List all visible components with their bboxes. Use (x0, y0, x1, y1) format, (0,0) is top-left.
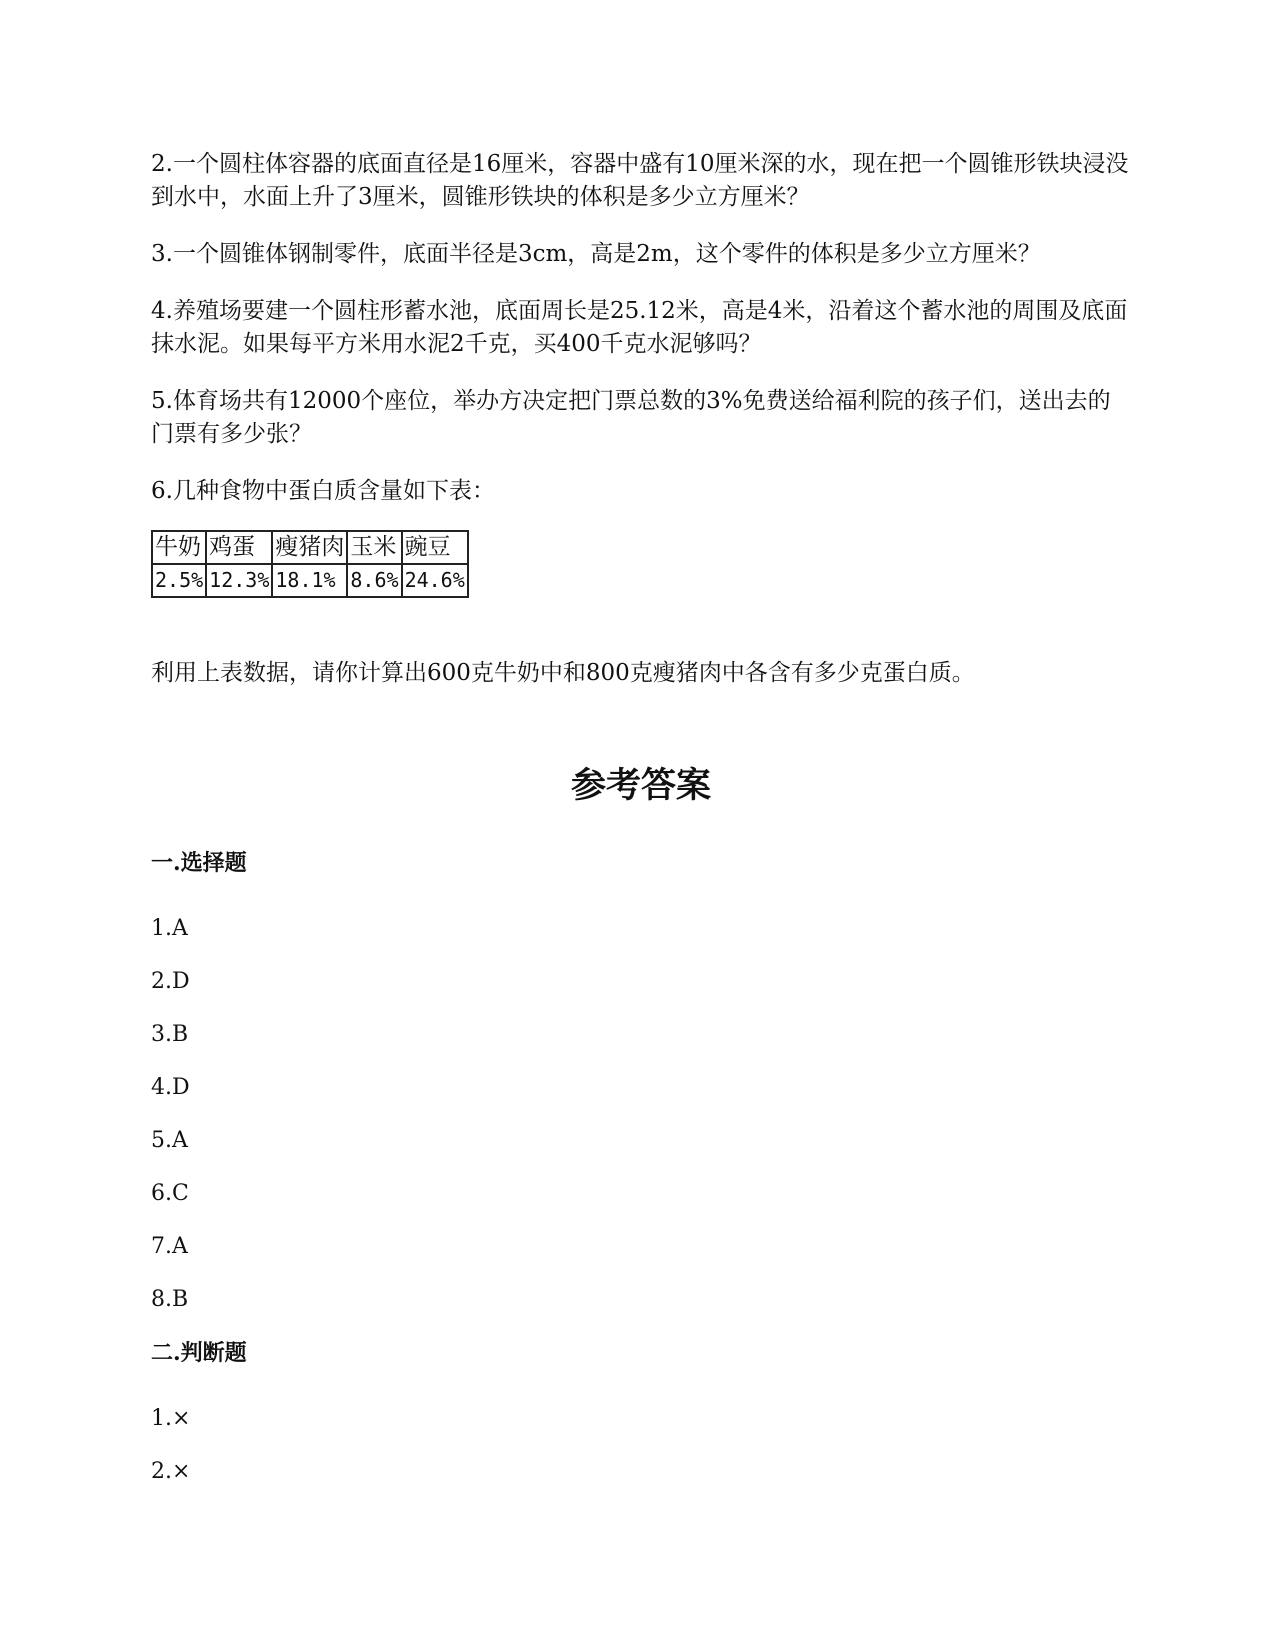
table-header-cell: 豌豆 (402, 531, 468, 564)
table-cell: 24.6% (402, 564, 468, 597)
question-2: 2.一个圆柱体容器的底面直径是16厘米，容器中盛有10厘米深的水，现在把一个圆锥形铁块浸没到水中，水面上升了3厘米，圆锥形铁块的体积是多少立方厘米？ (151, 151, 1129, 210)
table-cell: 18.1% (272, 564, 347, 597)
answer-item: 4.D (151, 1075, 190, 1100)
answer-item: 2.× (151, 1459, 191, 1484)
section-heading-judgment: 二.判断题 (151, 1340, 247, 1366)
answer-item: 1.× (151, 1406, 191, 1431)
document-page (151, 148, 1131, 1510)
answers-title: 参考答案 (570, 765, 711, 806)
section-heading-choice: 一.选择题 (151, 850, 247, 876)
table-cell: 8.6% (347, 564, 401, 597)
answer-item: 2.D (151, 969, 190, 994)
protein-table-value-row (152, 564, 468, 597)
table-header-cell: 玉米 (347, 531, 401, 564)
question-6-intro: 6.几种食物中蛋白质含量如下表： (151, 478, 495, 504)
protein-table-header-row (152, 531, 468, 564)
table-header-cell: 瘦猪肉 (272, 531, 347, 564)
protein-table (151, 530, 469, 598)
question-5: 5.体育场共有12000个座位，举办方决定把门票总数的3%免费送给福利院的孩子们，送出去的门票有多少张？ (151, 388, 1111, 447)
question-4: 4.养殖场要建一个圆柱形蓄水池，底面周长是25.12米，高是4米，沿着这个蓄水池的周围及底面抹水泥。如果每平方米用水泥2千克，买400千克水泥够吗？ (151, 298, 1128, 357)
table-cell: 12.3% (206, 564, 272, 597)
answer-item: 3.B (151, 1022, 189, 1047)
answer-item: 7.A (151, 1234, 188, 1259)
table-cell: 2.5% (152, 564, 206, 597)
answer-item: 8.B (151, 1287, 189, 1312)
answer-item: 5.A (151, 1128, 188, 1153)
question-6-followup: 利用上表数据，请你计算出600克牛奶中和800克瘦猪肉中各含有多少克蛋白质。 (151, 660, 975, 686)
table-header-cell: 牛奶 (152, 531, 206, 564)
answer-item: 6.C (151, 1181, 189, 1206)
table-header-cell: 鸡蛋 (206, 531, 272, 564)
question-3: 3.一个圆锥体钢制零件，底面半径是3cm，高是2m，这个零件的体积是多少立方厘米？ (151, 241, 1041, 267)
answer-item: 1.A (151, 916, 188, 941)
